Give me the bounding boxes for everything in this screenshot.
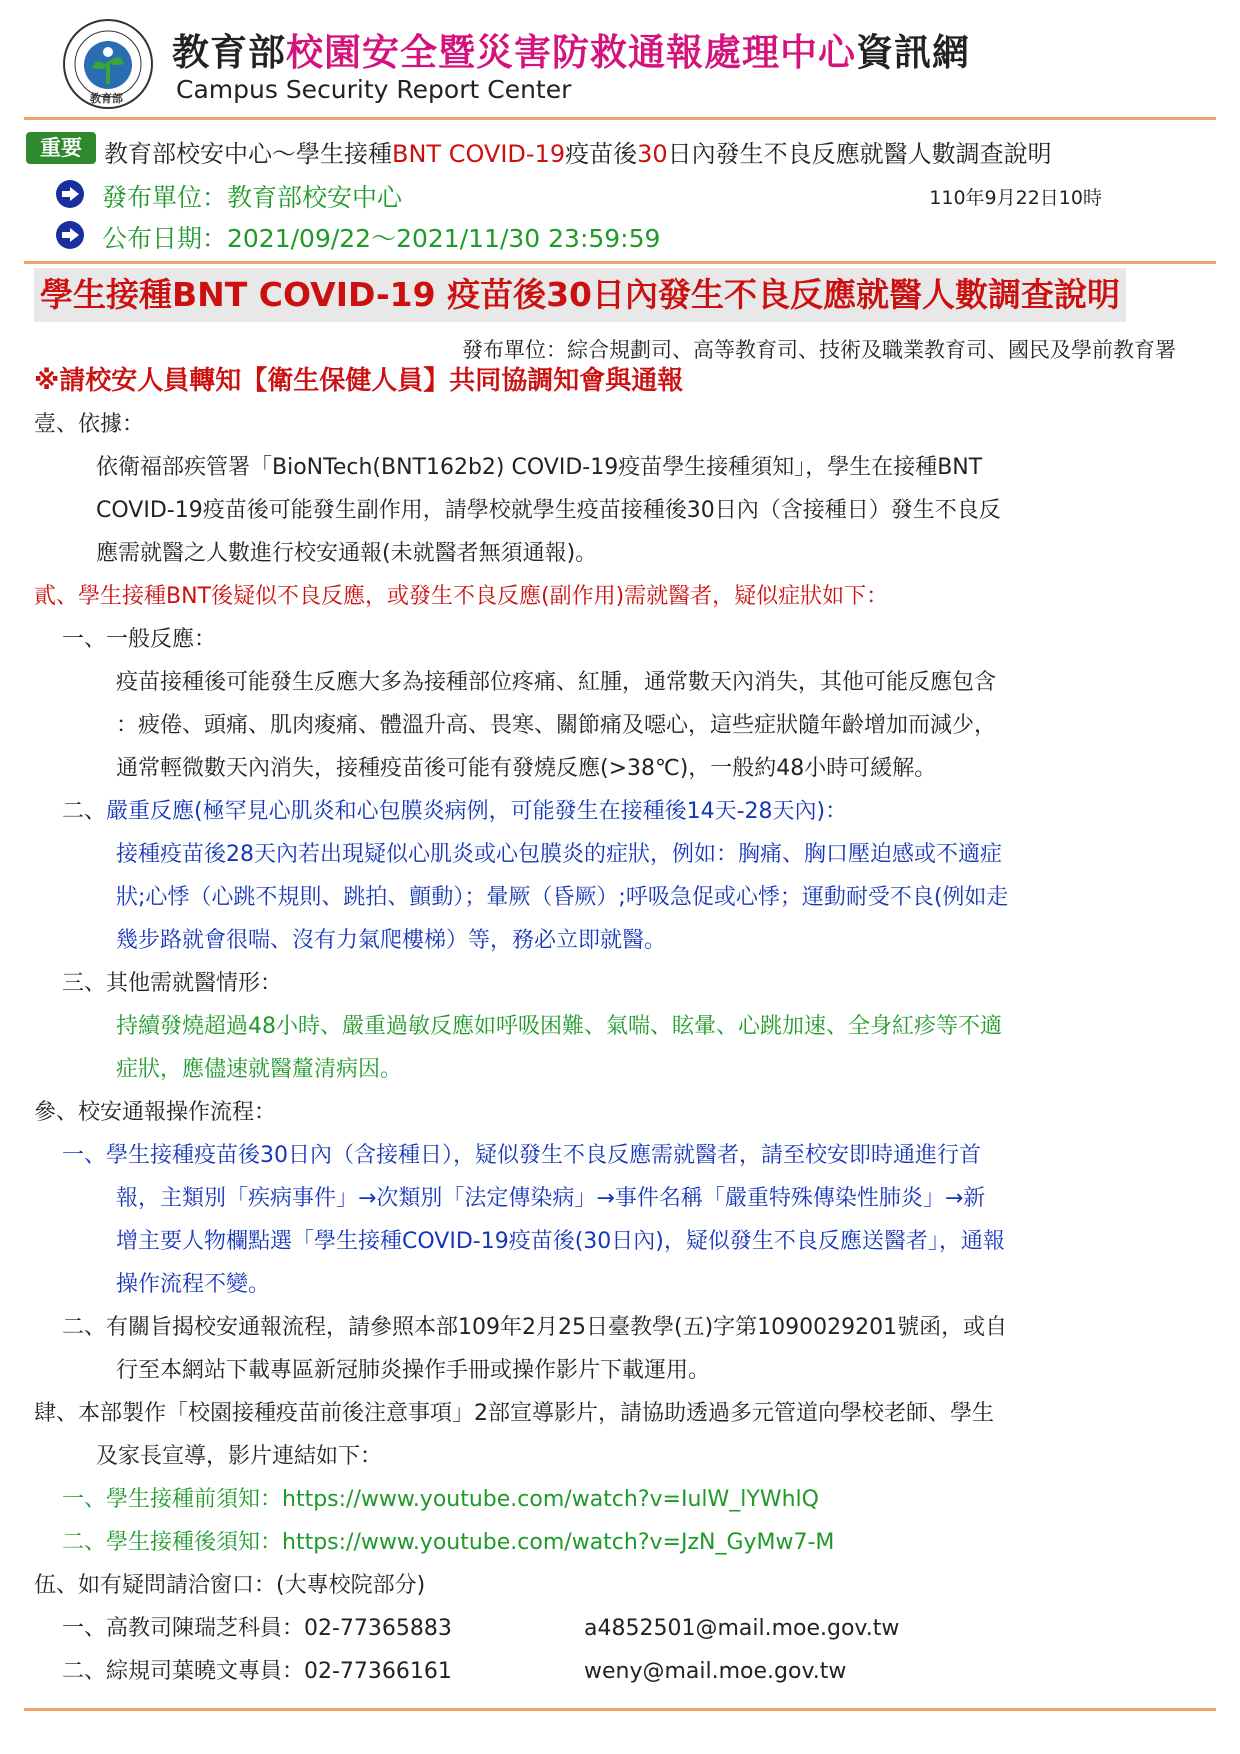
headline-part: 日內發生不良反應就醫人數調查說明	[667, 140, 1052, 168]
section-heading: 參、校安通報操作流程：	[34, 1100, 277, 1125]
paragraph-line: 一、學生接種疫苗後30日內（含接種日），疑似發生不良反應需就醫者，請至校安即時通進行首	[62, 1143, 981, 1168]
paragraph-line: 依衛福部疾管署「BioNTech(BNT162b2) COVID-19疫苗學生接種須知」，學生在接種BNT	[96, 455, 983, 480]
subsection-title: 嚴重反應(極罕見心肌炎和心包膜炎病例，可能發生在接種後14天-28天內)：	[106, 799, 848, 824]
subsection-number: 二、	[62, 799, 107, 824]
title-highlight: 校園安全暨災害防救通報處理中心	[286, 31, 856, 74]
section-heading: 伍、如有疑問請洽窗口：(大專校院部分)	[34, 1573, 426, 1598]
section-heading: 貳、學生接種BNT後疑似不良反應，或發生不良反應(副作用)需就醫者，疑似症狀如下：	[34, 584, 889, 609]
document-issuers: 發布單位：綜合規劃司、高等教育司、技術及職業教育司、國民及學前教育署	[462, 338, 1176, 362]
paragraph-line: 操作流程不變。	[116, 1272, 271, 1297]
contact-name-phone: 一、高教司陳瑞芝科員：02-77365883	[62, 1616, 452, 1641]
important-badge: 重要	[26, 132, 96, 164]
contact-name-phone: 二、綜規司葉曉文專員：02-77366161	[62, 1659, 452, 1684]
moe-logo	[62, 18, 154, 110]
paragraph-line: 幾步路就會很喘、沒有力氣爬樓梯）等，務必立即就醫。	[116, 928, 667, 953]
section-heading: 壹、依據：	[34, 412, 145, 437]
section-divider	[24, 261, 1216, 264]
video-link-after[interactable]: 二、學生接種後須知：https://www.youtube.com/watch?v=JzN_GyMw7-M	[62, 1530, 835, 1555]
paragraph-line: 增主要人物欄點選「學生接種COVID-19疫苗後(30日內)，疑似發生不良反應送醫者」，通報	[116, 1229, 1005, 1254]
headline-part: 教育部校安中心～學生接種	[104, 140, 392, 168]
publisher-label: 發布單位：教育部校安中心	[102, 183, 403, 212]
paragraph-line: ：疲倦、頭痛、肌肉痠痛、體溫升高、畏寒、關節痛及噁心，這些症狀隨年齡增加而減少，	[116, 713, 997, 738]
paragraph-line: 通常輕微數天內消失，接種疫苗後可能有發燒反應(>38℃)，一般約48小時可緩解。	[116, 756, 937, 781]
subsection-heading: 一、一般反應：	[62, 627, 217, 652]
paragraph-line: 應需就醫之人數進行校安通報(未就醫者無須通報)。	[96, 541, 598, 566]
site-title[interactable]	[172, 22, 970, 76]
document-title: 學生接種BNT COVID-19 疫苗後30日內發生不良反應就醫人數調查說明	[34, 268, 1126, 322]
publish-date-label: 公布日期：2021/09/22～2021/11/30 23:59:59	[102, 224, 661, 253]
paragraph-line: 狀;心悸（心跳不規則、跳拍、顫動）；暈厥（昏厥）;呼吸急促或心悸；運動耐受不良(例如走	[116, 885, 1009, 910]
headline-part: 疫苗後	[565, 140, 638, 168]
arrow-right-icon	[56, 221, 84, 249]
title-suffix: 資訊網	[856, 31, 970, 74]
paragraph-line: 報，主類別「疾病事件」→次類別「法定傳染病」→事件名稱「嚴重特殊傳染性肺炎」→新	[116, 1186, 986, 1211]
paragraph-line: 二、有關旨揭校安通報流程，請參照本部109年2月25日臺教學(五)字第1090029201號函，或自	[62, 1315, 1008, 1340]
paragraph-line: 行至本網站下載專區新冠肺炎操作手冊或操作影片下載運用。	[116, 1358, 711, 1383]
paragraph-line: 疫苗接種後可能發生反應大多為接種部位疼痛、紅腫，通常數天內消失，其他可能反應包含	[116, 670, 997, 695]
arrow-right-icon	[56, 180, 84, 208]
headline-part: BNT COVID-19	[392, 140, 566, 168]
contact-email[interactable]: weny@mail.moe.gov.tw	[584, 1659, 847, 1684]
header-divider	[24, 117, 1216, 120]
paragraph-line: 持續發燒超過48小時、嚴重過敏反應如呼吸困難、氣喘、眩暈、心跳加速、全身紅疹等不適	[116, 1014, 1002, 1039]
paragraph-line: 及家長宣導，影片連結如下：	[96, 1444, 383, 1469]
site-subtitle: Campus Security Report Center	[176, 75, 572, 104]
section-heading: 肆、本部製作「校園接種疫苗前後注意事項」2部宣導影片，請協助透過多元管道向學校老師、學生	[34, 1401, 995, 1426]
coordination-note: ※請校安人員轉知【衛生保健人員】共同協調知會與通報	[34, 366, 684, 396]
paragraph-line: 接種疫苗後28天內若出現疑似心肌炎或心包膜炎的症狀，例如：胸痛、胸口壓迫感或不適症	[116, 842, 1002, 867]
contact-email[interactable]: a4852501@mail.moe.gov.tw	[584, 1616, 900, 1641]
subsection-heading: 三、其他需就醫情形：	[62, 971, 283, 996]
footer-divider	[24, 1708, 1216, 1711]
paragraph-line: COVID-19疫苗後可能發生副作用，請學校就學生疫苗接種後30日內（含接種日）發生不良反	[96, 498, 1001, 523]
logo-caption: 教育部	[90, 92, 123, 105]
paragraph-line: 症狀，應儘速就醫釐清病因。	[116, 1057, 403, 1082]
notice-headline	[104, 134, 1052, 169]
video-link-before[interactable]: 一、學生接種前須知：https://www.youtube.com/watch?v=IulW_lYWhlQ	[62, 1487, 819, 1512]
subsection-heading	[62, 797, 847, 827]
headline-part: 30	[637, 140, 668, 168]
title-prefix: 教育部	[172, 31, 286, 74]
issued-timestamp: 110年9月22日10時	[929, 187, 1102, 209]
